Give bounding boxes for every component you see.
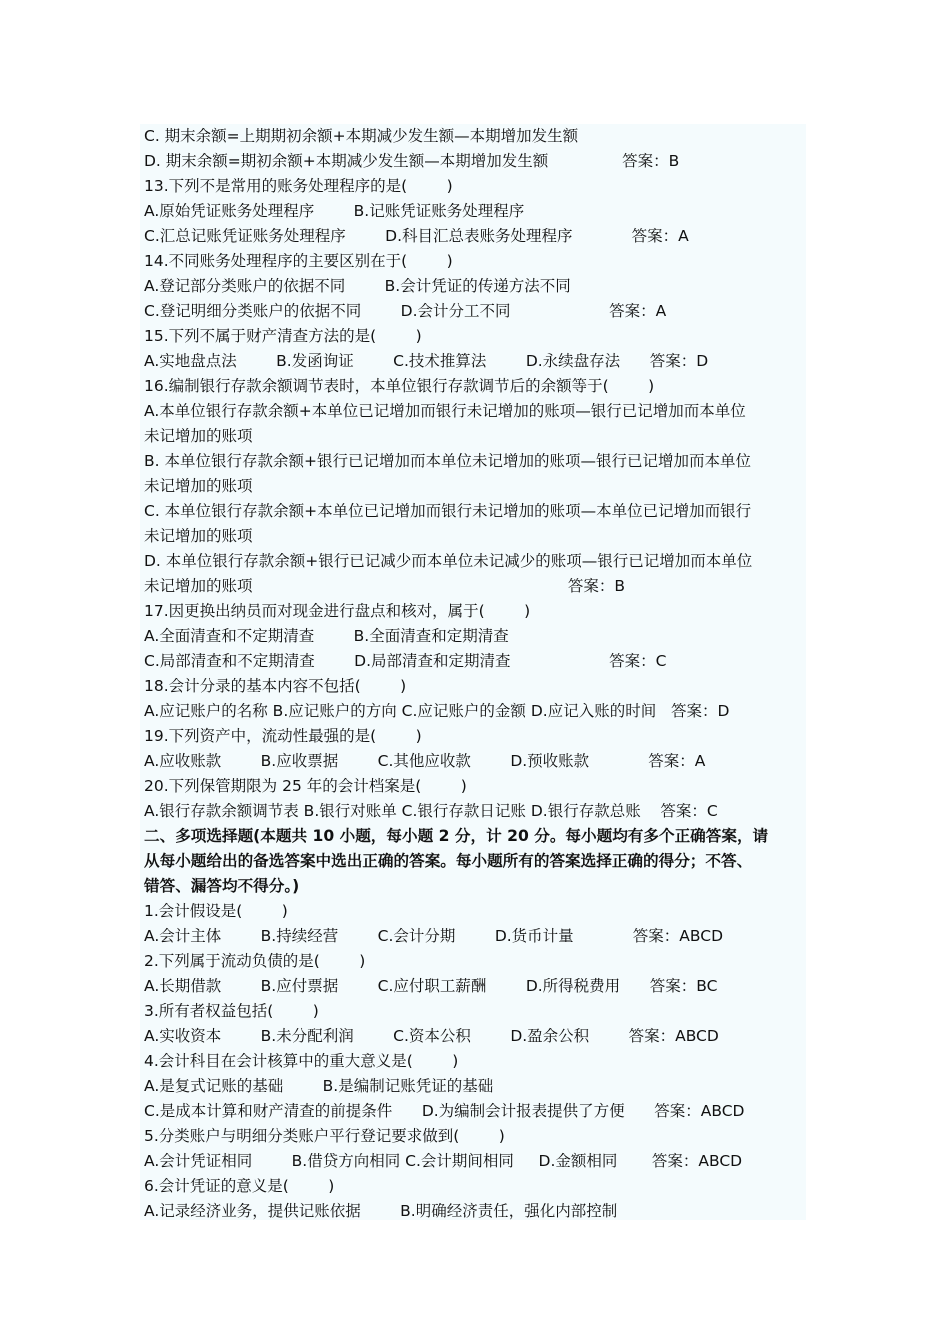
multi-question-2: 2.下列属于流动负债的是( ): [144, 952, 366, 970]
multi-question-3: 3.所有者权益包括( ): [144, 1002, 319, 1020]
text-line: A.原始凭证账务处理程序 B.记账凭证账务处理程序: [144, 202, 525, 220]
multi-question-6: 6.会计凭证的意义是( ): [144, 1177, 335, 1195]
text-line: C.是成本计算和财产清查的前提条件 D.为编制会计报表提供了方便 答案：ABCD: [144, 1102, 745, 1120]
text-line: A.全面清查和不定期清查 B.全面清查和定期清查: [144, 627, 509, 645]
question-18: 18.会计分录的基本内容不包括( ): [144, 677, 407, 695]
question-20: 20.下列保管期限为 25 年的会计档案是( ): [144, 777, 467, 795]
section-heading: 错答、漏答均不得分。): [144, 877, 300, 895]
question-16: 16.编制银行存款余额调节表时，本单位银行存款调节后的余额等于( ): [144, 377, 655, 395]
text-line: 未记增加的账项: [144, 527, 253, 545]
text-line: 未记增加的账项: [144, 477, 253, 495]
text-line: A.会计主体 B.持续经营 C.会计分期 D.货币计量 答案：ABCD: [144, 927, 724, 945]
multi-question-5: 5.分类账户与明细分类账户平行登记要求做到( ): [144, 1127, 505, 1145]
section-heading: 二、多项选择题(本题共 10 小题，每小题 2 分，计 20 分。每小题均有多个正确答案，请: [144, 827, 769, 845]
text-line: B. 本单位银行存款余额+银行已记增加而本单位未记增加的账项—银行已记增加而本单位: [144, 452, 751, 470]
text-line: A.银行存款余额调节表 B.银行对账单 C.银行存款日记账 D.银行存款总账 答案：C: [144, 802, 718, 820]
text-line: A.实收资本 B.未分配利润 C.资本公积 D.盈余公积 答案：ABCD: [144, 1027, 719, 1045]
text-line: 未记增加的账项: [144, 427, 253, 445]
multi-question-1: 1.会计假设是( ): [144, 902, 288, 920]
text-line: C.登记明细分类账户的依据不同 D.会计分工不同 答案：A: [144, 302, 667, 320]
multi-question-4: 4.会计科目在会计核算中的重大意义是( ): [144, 1052, 459, 1070]
text-line: A.登记部分类账户的依据不同 B.会计凭证的传递方法不同: [144, 277, 571, 295]
text-line: C.汇总记账凭证账务处理程序 D.科目汇总表账务处理程序 答案：A: [144, 227, 689, 245]
question-14: 14.不同账务处理程序的主要区别在于( ): [144, 252, 453, 270]
text-line: A.应收账款 B.应收票据 C.其他应收款 D.预收账款 答案：A: [144, 752, 706, 770]
text-line: A.是复式记账的基础 B.是编制记账凭证的基础: [144, 1077, 494, 1095]
text-line: D. 本单位银行存款余额+银行已记减少而本单位未记减少的账项—银行已记增加而本单位: [144, 552, 753, 570]
text-line: A.长期借款 B.应付票据 C.应付职工薪酬 D.所得税费用 答案：BC: [144, 977, 718, 995]
text-line: D. 期末余额=期初余额+本期减少发生额—本期增加发生额 答案：B: [144, 152, 680, 170]
text-line: C. 期末余额=上期期初余额+本期减少发生额—本期增加发生额: [144, 127, 579, 145]
question-15: 15.下列不属于财产清查方法的是( ): [144, 327, 422, 345]
text-line: A.应记账户的名称 B.应记账户的方向 C.应记账户的金额 D.应记入账的时间 答案：D: [144, 702, 730, 720]
text-line: A.本单位银行存款余额+本单位已记增加而银行未记增加的账项—银行已记增加而本单位: [144, 402, 746, 420]
document-page: [140, 124, 806, 1220]
text-line: A.会计凭证相同 B.借贷方向相同 C.会计期间相同 D.金额相同 答案：ABCD: [144, 1152, 743, 1170]
section-heading: 从每小题给出的备选答案中选出正确的答案。每小题所有的答案选择正确的得分；不答、: [144, 852, 753, 870]
text-line: A.记录经济业务，提供记账依据 B.明确经济责任，强化内部控制: [144, 1202, 618, 1220]
text-line: 未记增加的账项 答案：B: [144, 577, 625, 595]
question-13: 13.下列不是常用的账务处理程序的是( ): [144, 177, 453, 195]
text-line: C.局部清查和不定期清查 D.局部清查和定期清查 答案：C: [144, 652, 667, 670]
text-line: C. 本单位银行存款余额+本单位已记增加而银行未记增加的账项—本单位已记增加而银行: [144, 502, 752, 520]
question-17: 17.因更换出纳员而对现金进行盘点和核对，属于( ): [144, 602, 531, 620]
question-19: 19.下列资产中，流动性最强的是( ): [144, 727, 422, 745]
text-line: A.实地盘点法 B.发函询证 C.技术推算法 D.永续盘存法 答案：D: [144, 352, 709, 370]
